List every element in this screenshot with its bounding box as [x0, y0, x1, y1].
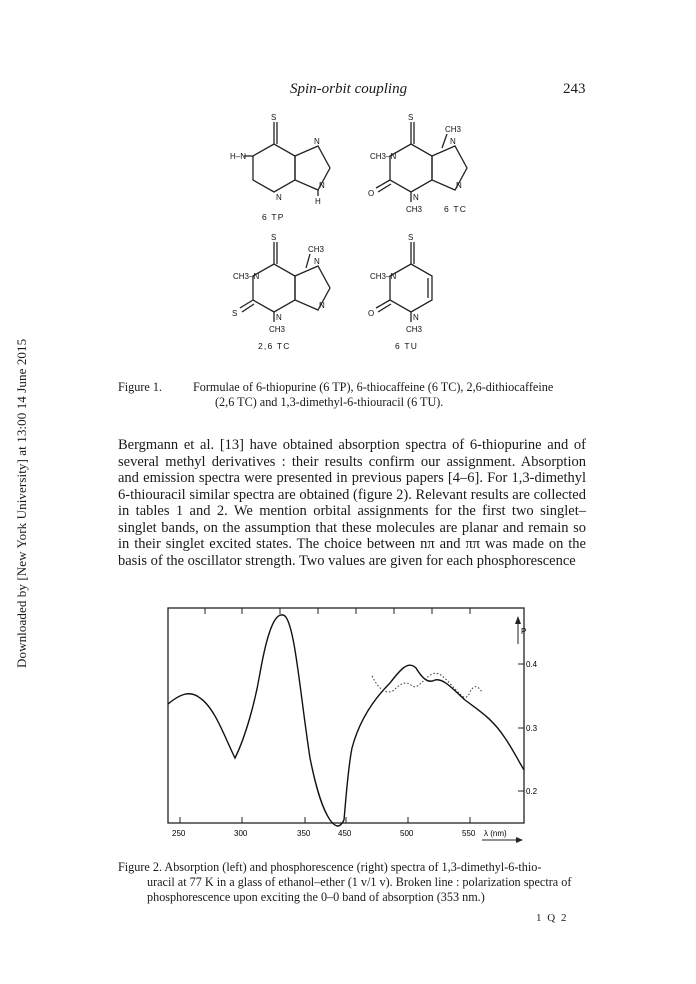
atom-label: CH3 — [308, 245, 325, 254]
figure1-caption-label: Figure 1. — [118, 380, 163, 394]
atom-label: S — [271, 233, 277, 242]
body-paragraph — [118, 437, 586, 569]
molecule-label-6tp: 6 TP — [262, 212, 285, 222]
x-tick-label: 300 — [234, 829, 248, 838]
molecule-6tp — [244, 122, 330, 196]
atom-label: CH3 — [445, 125, 462, 134]
atom-label: S — [408, 113, 414, 122]
running-title: Spin-orbit coupling — [290, 81, 408, 97]
atom-label: N — [413, 313, 419, 322]
body-paragraph-text: Bergmann et al. [13] have obtained absorption spectra of 6-thiopurine and of several methyl derivatives : their results confirm our assignment. Absorption and emission spectra were presented in previous papers [4–6]. For 1,3-dimethyl 6-thiouracil similar spectra are obtained (figure 2). Relevant results are collected in tables 1 and 2. We mention orbital assignments for the first two singlet–singlet bands, on the assumption that these molecules are planar and remain so in their singlet excited states. The choice between nπ and ππ was made on the basis of the oscillator strength. Two values are given for each phosphorescence — [118, 437, 586, 569]
atom-label: O — [368, 189, 375, 198]
atom-label: CH3–N — [370, 152, 397, 161]
atom-label: O — [368, 309, 375, 318]
figure1-caption-text: Formulae of 6-thiopurine (6 TP), 6-thiocaffeine (6 TC), 2,6-dithiocaffeine — [193, 380, 554, 394]
atom-label: CH3 — [269, 325, 286, 334]
phosphorescence-curve — [344, 665, 524, 820]
x-axis-unit: λ (nm) — [484, 829, 507, 838]
atom-label: H–N — [230, 152, 247, 161]
page-signature: 1 Q 2 — [536, 912, 568, 924]
axis-y-right-label: P — [521, 627, 527, 636]
atom-label: CH3 — [406, 205, 423, 214]
atom-label: N — [319, 181, 325, 190]
molecule-6tu — [376, 242, 432, 322]
molecule-label-26tc: 2,6 TC — [258, 341, 291, 351]
atom-label: CH3–N — [370, 272, 397, 281]
figure2-caption-text: Absorption (left) and phosphorescence (right) spectra of 1,3-dimethyl-6-thio- — [164, 860, 542, 874]
figure1-caption-text-cont: (2,6 TC) and 1,3-dimethyl-6-thiouracil (6 TU). — [215, 395, 444, 409]
atom-label: H — [315, 197, 321, 206]
atom-label: CH3–N — [233, 272, 260, 281]
atom-label: S — [408, 233, 414, 242]
x-tick-label: 350 — [297, 829, 311, 838]
atom-label: N — [276, 193, 282, 202]
atom-label: N — [456, 181, 462, 190]
atom-label: S — [271, 113, 277, 122]
absorption-curve — [168, 615, 344, 826]
atom-label: N — [413, 193, 419, 202]
download-watermark-text: Downloaded by [New York University] at 13:00 14 June 2015 — [14, 338, 29, 668]
x-tick-label: 550 — [462, 829, 476, 838]
molecule-26tc — [240, 242, 330, 322]
atom-label: N — [314, 257, 320, 266]
figure2-caption-text-cont: uracil at 77 K in a glass of ethanol–ether (1 v/1 v). Broken line : polarization spectra of phosphorescence upon exciting the 0–0 band of absorption (353 nm.) — [147, 875, 572, 904]
atom-label: N — [319, 301, 325, 310]
download-watermark — [14, 318, 34, 678]
molecule-6tc — [376, 122, 467, 202]
x-tick-label: 500 — [400, 829, 414, 838]
molecule-label-6tu: 6 TU — [395, 341, 419, 351]
figure2-spectrum — [160, 598, 550, 848]
atom-label: S — [232, 309, 238, 318]
atom-label: N — [450, 137, 456, 146]
figure1-structures — [210, 108, 510, 358]
molecule-label-6tc: 6 TC — [444, 204, 468, 214]
atom-label: CH3 — [406, 325, 423, 334]
figure1-caption — [118, 380, 588, 410]
y-tick-label: 0.3 — [526, 724, 538, 733]
page-number: 243 — [563, 81, 586, 97]
x-tick-label: 250 — [172, 829, 186, 838]
figure2-caption-label: Figure 2. — [118, 860, 163, 874]
x-tick-label: 450 — [338, 829, 352, 838]
atom-label: N — [314, 137, 320, 146]
y-tick-label: 0.4 — [526, 660, 538, 669]
y-tick-label: 0.2 — [526, 787, 538, 796]
figure2-caption — [118, 860, 588, 905]
atom-label: N — [276, 313, 282, 322]
